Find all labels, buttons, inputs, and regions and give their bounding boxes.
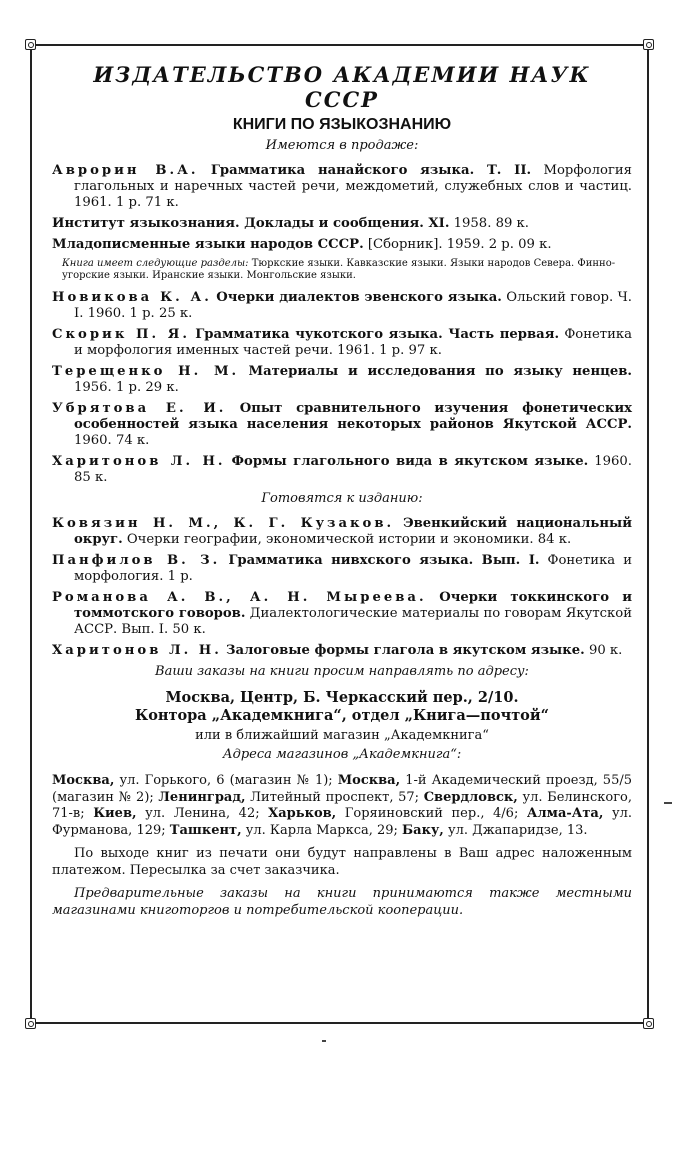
order-department: Контора „Академкнига“, отдел „Книга—почтой“ [135,707,549,724]
order-address: Москва, Центр, Б. Черкасский пер., 2/10. [165,689,519,706]
print-speck [664,802,672,804]
available-heading: Имеются в продаже: [265,138,419,153]
available-list [52,163,632,486]
book-entry: Младописменные языки народов СССР. [Сборник]. 1959. 2 р. 09 к. [52,237,552,252]
book-entry: Харитонов Л. Н. Формы глагольного вида в якутском языке. 1960. 85 к. [52,454,632,485]
nearest-store-line: или в ближайший магазин „Академкнига“ [195,728,489,743]
book-entry: Скорик П. Я. Грамматика чукотского языка. Часть первая. Фонетика и морфология именных частей речи. 1961. 1 р. 97 к. [52,327,632,358]
corner-ornament-icon [25,39,36,50]
book-entry: Новикова К. А. Очерки диалектов эвенского языка. Ольский говор. Ч. I. 1960. 1 р. 25 к. [52,290,632,321]
delivery-note: По выходе книг из печати они будут направлены в Ваш адрес наложенным платежом. Пересылка за счет заказчика. [52,846,632,878]
book-entry: Институт языкознания. Доклады и сообщения. XI. 1958. 89 к. [52,216,529,231]
forthcoming-heading: Готовятся к изданию: [261,491,423,506]
advertisement-body [52,62,632,925]
book-entry: Убрятова Е. И. Опыт сравнительного изучения фонетических особенностей языка населения некоторых районов Якутской АССР. 1960. 74 к. [52,401,632,448]
book-entry: Харитонов Л. Н. Залоговые формы глагола в якутском языке. 90 к. [52,643,623,658]
print-speck [322,1040,326,1042]
book-contents-note: Книга имеет следующие разделы: Тюркские языки. Кавказские языки. Языки народов Севера. Финно-угорские языки. Иранские языки. Монгольские языки. [62,258,616,281]
corner-ornament-icon [643,39,654,50]
forthcoming-list [52,516,632,659]
book-entry: Аврорин В.А. Грамматика нанайского языка. Т. II. Морфология глагольных и наречных частей речи, междометий, служебных слов и частиц. 1961. 1 р. 71 к. [52,163,632,210]
corner-ornament-icon [25,1018,36,1029]
book-entry: Терещенко Н. М. Материалы и исследования по языку ненцев. 1956. 1 р. 29 к. [52,364,632,395]
publisher-title: ИЗДАТЕЛЬСТВО АКАДЕМИИ НАУК СССР [93,62,591,112]
preorder-note: Предварительные заказы на книги принимаются также местными магазинами книготоргов и потребительской кооперации. [52,886,632,918]
book-entry: Ковязин Н. М., К. Г. Кузаков. Эвенкийский национальный округ. Очерки географии, экономической истории и экономики. 84 к. [52,516,632,547]
book-entry: Панфилов В. З. Грамматика нивхского языка. Вып. I. Фонетика и морфология. 1 р. [52,553,632,584]
orders-prompt: Ваши заказы на книги просим направлять по адресу: [155,664,529,679]
book-entry: Романова А. В., А. Н. Мыреева. Очерки токкинского и томмотского говоров. Диалектологические материалы по говорам Якутской АССР. Вып. I. 50 к. [52,590,632,637]
section-title: КНИГИ ПО ЯЗЫКОЗНАНИЮ [232,116,452,133]
stores-heading: Адреса магазинов „Академкнига“: [222,747,462,762]
corner-ornament-icon [643,1018,654,1029]
store-addresses: Москва, ул. Горького, 6 (магазин № 1); Москва, 1-й Академический проезд, 55/5 (магазин № 2); Ленинград, Литейный проспект, 57; Свердловск, ул. Белинского, 71-в; Киев, ул. Ленина, 42; Харьков, Горяиновский пер., 4/6; Алма-Ата, ул. Фурманова, 129; Ташкент, ул. Карла Маркса, 29; Баку, ул. Джапаридзе, 13. [52,773,632,838]
